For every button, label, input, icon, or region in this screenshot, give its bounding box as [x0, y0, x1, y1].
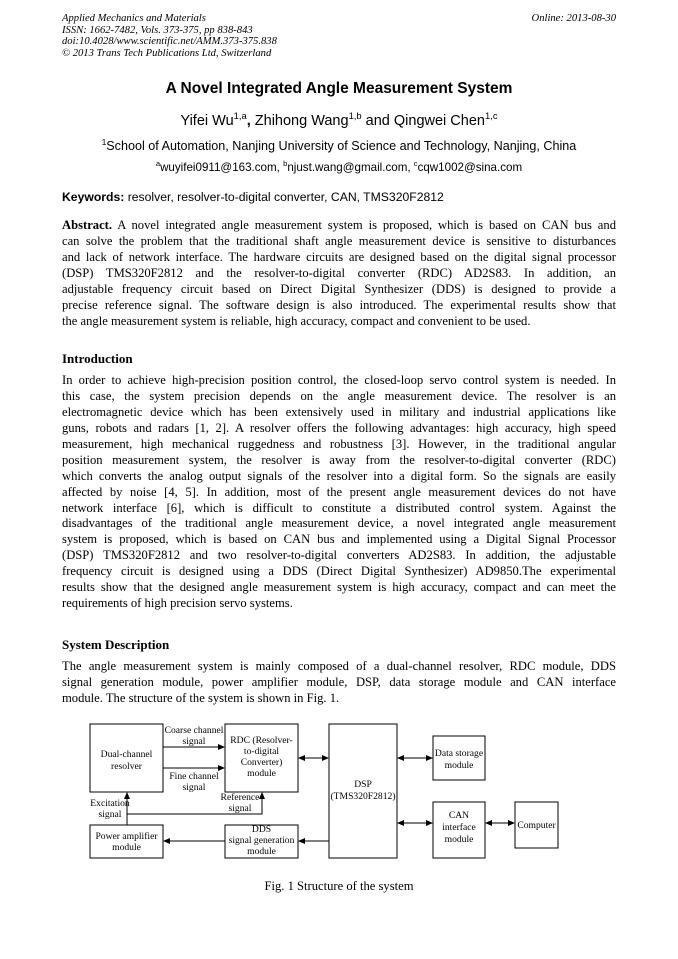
text-line: disadvantages of the traditional angle measurement device, a novel integrated angle measurement — [62, 516, 616, 531]
rdc-box-label: Converter) — [240, 757, 283, 768]
coarse-signal-label: signal — [182, 736, 206, 747]
journal-name: Applied Mechanics and Materials — [62, 13, 206, 24]
reference-signal-label: signal — [228, 803, 252, 814]
coarse-signal-label: Coarse channel — [164, 725, 224, 736]
can-box-label: module — [444, 834, 474, 845]
keywords-text: resolver, resolver-to-digital converter, CAN, TMS320F2812 — [124, 190, 444, 204]
email-sup: a — [155, 159, 161, 169]
dds-box-label: DDS — [251, 824, 272, 835]
online-date: Online: 2013-08-30 — [531, 13, 616, 24]
text-line: system is proposed, which is based on CAN bus and implemented using a Digital Signal Processor — [62, 532, 616, 547]
text-line: results show that the designed angle measurement system is high accuracy, compact and can meet the — [62, 580, 616, 595]
text-line: (DSP) TMS320F2812 and two resolver-to-digital converters AD2S83. In addition, the adjustable — [62, 548, 616, 563]
text-line: (DSP) TMS320F2812 and the resolver-to-digital converter (RDC) AD2S83. In addition, an — [62, 265, 616, 280]
affiliation-sup: 1 — [101, 137, 107, 147]
text-line: affected by noise [4, 5]. In addition, most of the present angle measurement devices do not have — [62, 484, 616, 499]
can-box-label: CAN — [448, 810, 470, 821]
abstract-label: Abstract. — [62, 218, 113, 232]
computer-box-label: Computer — [517, 820, 556, 831]
text-line: frequency circuit is designed using a DDS (Direct Digital Synthesizer) AD9850.The experimental — [62, 564, 616, 579]
excitation-signal-label: signal — [98, 809, 122, 820]
copyright: © 2013 Trans Tech Publications Ltd, Switzerland — [62, 47, 272, 59]
text-line: position measurement system, the resolver is away from the resolver-to-digital converter (RDC) — [62, 452, 616, 467]
rdc-box-label: RDC (Resolver- — [230, 735, 293, 746]
text-line: can solve the problem that the traditional shaft angle measurement device is sensitive to disturbances — [62, 233, 616, 248]
author-name: Yifei Wu — [180, 113, 234, 129]
text-line: The angle measurement system is mainly composed of a dual-channel resolver, RDC module, DDS — [62, 659, 616, 673]
author-name: Zhihong Wang — [254, 113, 349, 129]
author-sup: 1,b — [348, 110, 362, 122]
author-name: Qingwei Chen — [393, 113, 485, 129]
author-sup: 1,c — [484, 110, 498, 122]
text-line: which converts the analog output signals of the resolver into a digital form. So the signals are easily — [62, 468, 616, 483]
text-line: the angle measurement system is reliable, high accuracy, compact and convenient to be used. — [62, 313, 531, 328]
power-box-label: module — [112, 842, 141, 853]
rdc-box-label: to-digital — [243, 746, 280, 757]
email: wuyifei0911@163.com, — [160, 161, 284, 174]
introduction-heading: Introduction — [62, 351, 133, 366]
email-sup: b — [283, 159, 288, 169]
text-line: guns, robots and radars [1, 2]. A resolver offers the following advantages: high accuracy, high speed — [62, 420, 616, 435]
keywords-label: Keywords: — [62, 190, 125, 204]
text-line: signal generation module, power amplifier module, DSP, data storage module and CAN interface — [62, 674, 616, 689]
email-sup: c — [413, 159, 418, 169]
text-line: module. The structure of the system is shown in Fig. 1. — [62, 690, 340, 705]
text-line: adjustable frequency circuit based on Direct Digital Synthesizer (DDS) is designed to provide a — [62, 281, 616, 296]
resolver-box-label: resolver — [111, 761, 142, 772]
affiliation-text: School of Automation, Nanjing University of Science and Technology, Nanjing, China — [106, 139, 577, 153]
storage-box-label: Data storage — [434, 748, 484, 759]
can-box-label: interface — [442, 822, 476, 833]
author-sep: , — [246, 113, 255, 129]
abstract-line-text: A novel integrated angle measurement system is proposed, which is based on CAN bus and — [112, 218, 616, 232]
text-line: precise reference signal. The software design is also introduced. The experimental results show that — [62, 297, 616, 312]
author-sup: 1,a — [233, 110, 247, 122]
issn: ISSN: 1662-7482, Vols. 373-375, pp 838-843 — [62, 24, 253, 36]
dsp-box-label: (TMS320F2812) — [330, 791, 396, 802]
dds-box-label: signal generation — [228, 835, 295, 846]
excitation-signal-label: Excitation — [90, 798, 130, 809]
power-box-label: Power amplifier — [95, 831, 158, 842]
reference-signal-label: Reference — [220, 792, 260, 803]
dsp-box-label: DSP — [354, 779, 372, 790]
paper-title: A Novel Integrated Angle Measurement System — [165, 80, 513, 97]
dds-box-label: module — [247, 846, 276, 857]
doi: doi:10.4028/www.scientific.net/AMM.373-375.838 — [62, 36, 277, 48]
text-line: In order to achieve high-precision position control, the closed-loop servo control system is needed. In — [62, 373, 616, 387]
text-line: electromagnetic device which has been extensively used in military and industrial applications like — [62, 404, 616, 419]
resolver-box-label: Dual-channel — [100, 749, 153, 760]
author-sep: and — [361, 113, 394, 129]
text-line: this case, the system precision depends on the angle measurement device. The resolver is an — [62, 388, 616, 403]
text-line: and lack of network interface. The hardware circuits are designed based on the digital signal processor — [62, 249, 616, 264]
storage-box-label: module — [444, 760, 474, 771]
system-description-heading: System Description — [62, 637, 170, 652]
rdc-box-label: module — [247, 768, 276, 779]
text-line: measurement, high mechanical ruggedness and robustness [3]. However, in the traditional angular — [62, 436, 616, 451]
email: njust.wang@gmail.com, — [287, 161, 414, 174]
text-line: network interface [6], which is difficult to constitute a distributed control system. Against the — [62, 500, 616, 515]
fine-signal-label: signal — [182, 782, 206, 793]
figure-caption: Fig. 1 Structure of the system — [264, 879, 414, 893]
email: cqw1002@sina.com — [417, 161, 523, 174]
fine-signal-label: Fine channel — [169, 771, 219, 782]
text-line: requirements of high precision servo systems. — [62, 596, 293, 611]
